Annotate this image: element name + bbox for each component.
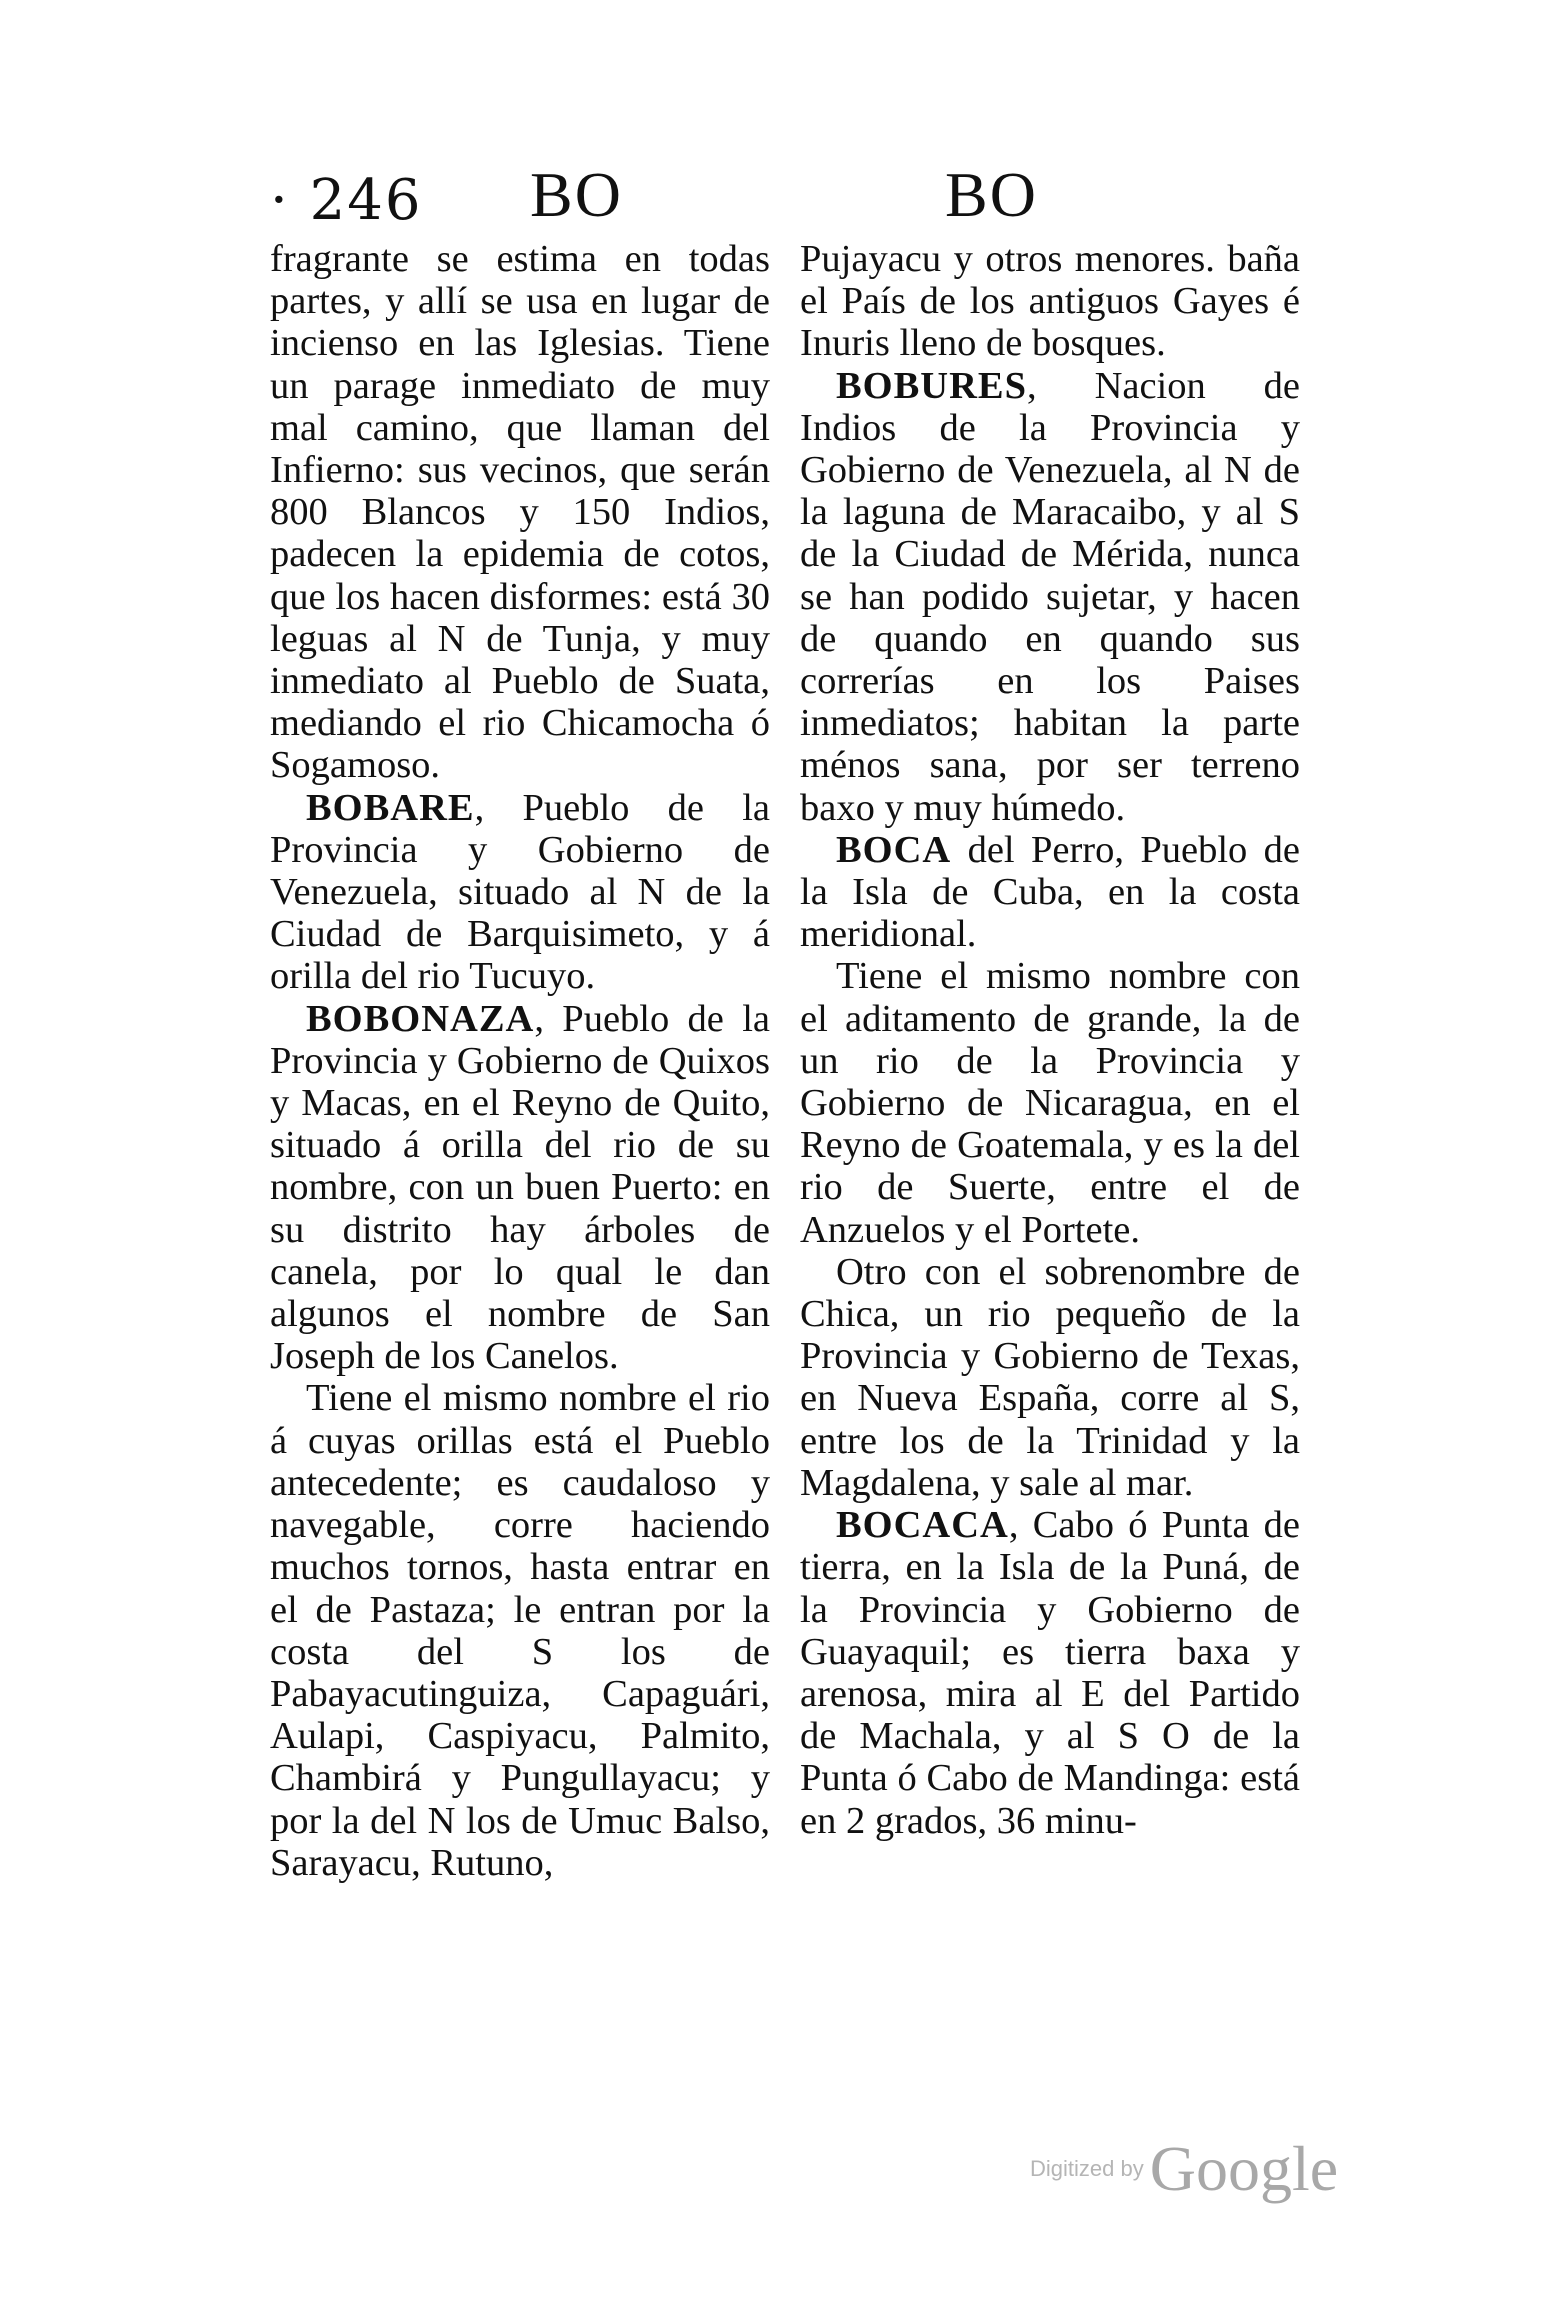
left-column: [270, 238, 770, 1884]
headword: BOBARE: [306, 786, 475, 829]
entry-bocaca: [800, 1504, 1300, 1842]
entry-bobures: [800, 365, 1300, 829]
entry-bobare: [270, 787, 770, 998]
running-head-left: BO: [530, 159, 623, 230]
digitized-by-google-watermark: [1030, 2132, 1338, 2206]
entry-bobonaza: [270, 998, 770, 1378]
headword: BOBONAZA: [306, 997, 535, 1040]
entry-text: , Cabo ó Punta de tierra, en la Isla de la Puná, de la Provincia y Gobierno de Guayaquil; es tierra baxa y arenosa, mira al E del Partido de Machala, y al S O de la Punta ó Cabo de Mandinga: está en 2 grados, 36 minu-: [800, 1504, 1300, 1842]
entry-boca: [800, 829, 1300, 956]
entry-text: , Pueblo de la Provincia y Gobierno de Venezuela, situado al N de la Ciudad de Barquisimeto, y á orilla del rio Tucuyo.: [270, 786, 770, 998]
entry-boca-grande: Tiene el mismo nombre con el aditamento de grande, la de un rio de la Provincia y Gobierno de Nicaragua, en el Reyno de Goatemala, y es la del rio de Suerte, entre el de Anzuelos y el Portete.: [800, 955, 1300, 1251]
headword: BOCACA: [836, 1504, 1009, 1547]
right-column: [800, 238, 1300, 1842]
google-logo: Google: [1149, 2133, 1339, 2204]
watermark-small-text: Digitized by: [1030, 2156, 1144, 2181]
page-header: [270, 150, 1320, 240]
running-head-right: BO: [945, 159, 1038, 230]
entry-text: , Nacion de Indios de la Provincia y Gobierno de Venezuela, al N de la laguna de Maracaibo, y al S de la Ciudad de Mérida, nunca se han podido sujetar, y hacen de quando en quando sus correrías en los Paises inmediatos; habitan la parte ménos sana, por ser terreno baxo y muy húmedo.: [800, 364, 1300, 829]
entry-text: , Pueblo de la Provincia y Gobierno de Quixos y Macas, en el Reyno de Quito, situado á orilla del rio de su nombre, con un buen Puerto: en su distrito hay árboles de canela, por lo qual le dan algunos el nombre de San Joseph de los Canelos.: [270, 997, 770, 1378]
entry-bobonaza-river: Tiene el mismo nombre el rio á cuyas orillas está el Pueblo antecedente; es caudaloso y navegable, corre haciendo muchos tornos, hasta entrar en el de Pastaza; le entran por la costa del S los de Pabayacutinguiza, Capaguári, Aulapi, Caspiyacu, Palmito, Chambirá y Pungullayacu; y por la del N los de Umuc Balso, Sarayacu, Rutuno,: [270, 1377, 770, 1884]
entry-continuation: fragrante se estima en todas partes, y allí se usa en lugar de incienso en las Iglesias. Tiene un parage inmediato de muy mal camino, que llaman del Infierno: sus vecinos, que serán 800 Blancos y 150 Indios, padecen la epidemia de cotos, que los hacen disformes: está 30 leguas al N de Tunja, y muy inmediato al Pueblo de Suata, mediando el rio Chicamocha ó Sogamoso.: [270, 238, 770, 787]
entry-boca-chica: Otro con el sobrenombre de Chica, un rio pequeño de la Provincia y Gobierno de Texas, en Nueva España, corre al S, entre los de la Trinidad y la Magdalena, y sale al mar.: [800, 1250, 1300, 1504]
entry-text: del Perro, Pueblo de la Isla de Cuba, en la costa meridional.: [800, 828, 1300, 956]
entry-continuation: Pujayacu y otros menores. baña el País de los antiguos Gayes é Inuris lleno de bosques.: [800, 238, 1300, 365]
page-number: · 246: [270, 168, 423, 233]
headword: BOBURES: [836, 364, 1028, 407]
headword: BOCA: [836, 828, 952, 871]
